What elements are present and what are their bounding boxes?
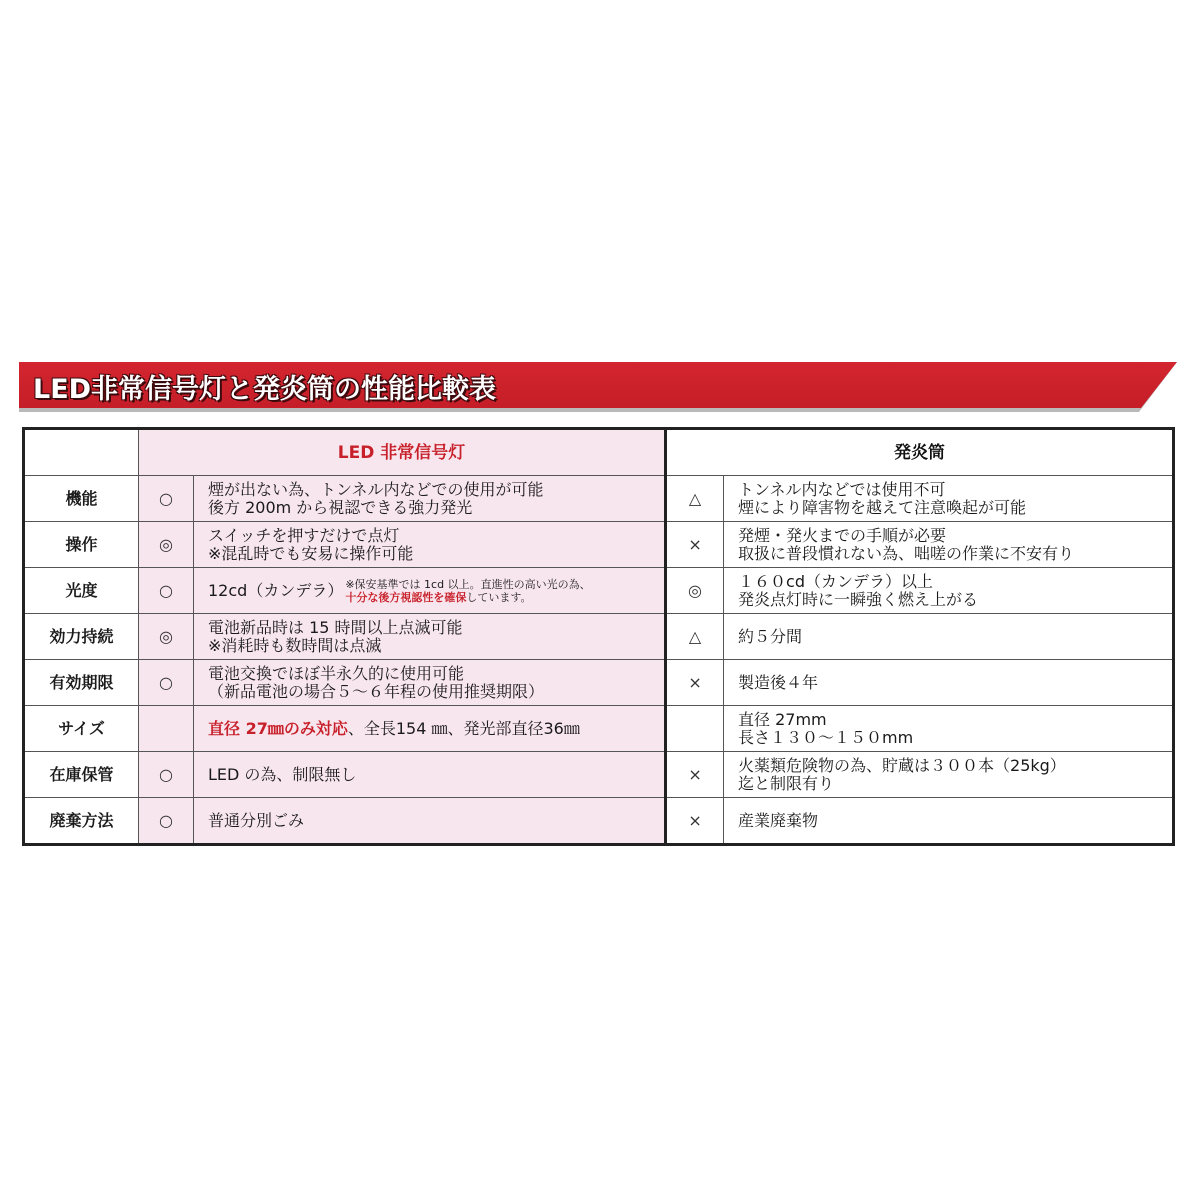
comparison-table (22, 427, 1175, 846)
page-title: LED非常信号灯と発炎筒の性能比較表 (33, 374, 497, 405)
flare-line: 直径 27mm (738, 709, 827, 729)
header-row (24, 429, 1174, 476)
led-rating-mark: ○ (139, 660, 194, 706)
led-rating-mark: ○ (139, 476, 194, 522)
table-row (24, 752, 1174, 798)
flare-description (724, 476, 1174, 522)
led-luminance-note (345, 578, 590, 604)
row-label: 機能 (24, 476, 139, 522)
led-rating-mark: ○ (139, 798, 194, 845)
led-description (194, 706, 666, 752)
flare-line: 取扱に普段慣れない為、咄嗟の作業に不安有り (738, 543, 1075, 563)
table-row (24, 522, 1174, 568)
led-description (194, 752, 666, 798)
led-luminance-block (208, 578, 664, 604)
table-row (24, 706, 1174, 752)
flare-description (724, 798, 1174, 845)
table-row (24, 660, 1174, 706)
led-line: LED の為、制限無し (208, 764, 357, 784)
flare-line: 発炎点灯時に一瞬強く燃え上がる (738, 589, 979, 609)
led-description (194, 522, 666, 568)
led-line: 後方 200m から視認できる強力発光 (208, 497, 473, 517)
led-line: 普通分別ごみ (208, 810, 305, 830)
flare-description (724, 706, 1174, 752)
flare-rating-mark: ◎ (666, 568, 724, 614)
led-rating-mark: ◎ (139, 614, 194, 660)
led-note-line: ※保安基準では 1cd 以上。直進性の高い光の為、 (345, 577, 591, 591)
led-description (194, 798, 666, 845)
row-label: 効力持続 (24, 614, 139, 660)
led-size-line (208, 720, 664, 738)
table-row (24, 568, 1174, 614)
led-line: （新品電池の場合５～６年程の使用推奨期限） (208, 681, 545, 701)
flare-description (724, 660, 1174, 706)
led-description (194, 568, 666, 614)
row-label: 廃棄方法 (24, 798, 139, 845)
flare-line: 産業廃棄物 (738, 810, 819, 830)
flare-line: 発煙・発火までの手順が必要 (738, 525, 947, 545)
flare-rating-mark: △ (666, 476, 724, 522)
flare-line: 火薬類危険物の為、貯蔵は３００本（25kg） (738, 755, 1066, 775)
led-size-highlight: 直径 27㎜のみ対応 (208, 718, 348, 738)
flare-line: トンネル内などでは使用不可 (738, 479, 946, 499)
row-label: 在庫保管 (24, 752, 139, 798)
row-label: 光度 (24, 568, 139, 614)
led-description (194, 614, 666, 660)
led-rating-mark: ○ (139, 752, 194, 798)
led-size-rest: 、全長154 ㎜、発光部直径36㎜ (347, 718, 580, 738)
flare-description (724, 614, 1174, 660)
led-description (194, 660, 666, 706)
led-rating-mark: ◎ (139, 522, 194, 568)
flare-line: 煙により障害物を越えて注意喚起が可能 (738, 497, 1027, 517)
flare-line: １６０cd（カンデラ）以上 (738, 571, 933, 591)
flare-rating-mark: × (666, 798, 724, 845)
flare-rating-mark: × (666, 752, 724, 798)
led-luminance-value: 12cd（カンデラ） (208, 580, 344, 600)
led-line: スイッチを押すだけで点灯 (208, 525, 400, 545)
flare-line: 製造後４年 (738, 672, 819, 692)
table-row (24, 798, 1174, 845)
led-description (194, 476, 666, 522)
title-banner (19, 362, 1177, 412)
flare-rating-mark (666, 706, 724, 752)
led-note-line (345, 591, 590, 604)
flare-description (724, 568, 1174, 614)
table-row (24, 476, 1174, 522)
led-rating-mark (139, 706, 194, 752)
row-label: サイズ (24, 706, 139, 752)
flare-description (724, 752, 1174, 798)
led-line: ※消耗時も数時間は点滅 (208, 635, 382, 655)
led-note-rest: しています。 (466, 590, 532, 604)
flare-rating-mark: × (666, 522, 724, 568)
led-line: ※混乱時でも安易に操作可能 (208, 543, 414, 563)
header-empty-cell (24, 429, 139, 476)
flare-rating-mark: × (666, 660, 724, 706)
header-flare: 発炎筒 (666, 429, 1174, 476)
flare-rating-mark: △ (666, 614, 724, 660)
flare-line: 長さ１３０～１５０mm (738, 727, 914, 747)
flare-line: 迄と制限有り (738, 773, 835, 793)
flare-line: 約５分間 (738, 626, 803, 646)
led-line: 煙が出ない為、トンネル内などでの使用が可能 (208, 479, 544, 499)
led-line: 電池新品時は 15 時間以上点滅可能 (208, 617, 463, 637)
row-label: 操作 (24, 522, 139, 568)
led-line: 電池交換でほぼ半永久的に使用可能 (208, 663, 465, 683)
flare-description (724, 522, 1174, 568)
header-led: LED 非常信号灯 (139, 429, 666, 476)
led-note-highlight: 十分な後方視認性を確保 (345, 590, 467, 604)
led-rating-mark: ○ (139, 568, 194, 614)
row-label: 有効期限 (24, 660, 139, 706)
table-row (24, 614, 1174, 660)
